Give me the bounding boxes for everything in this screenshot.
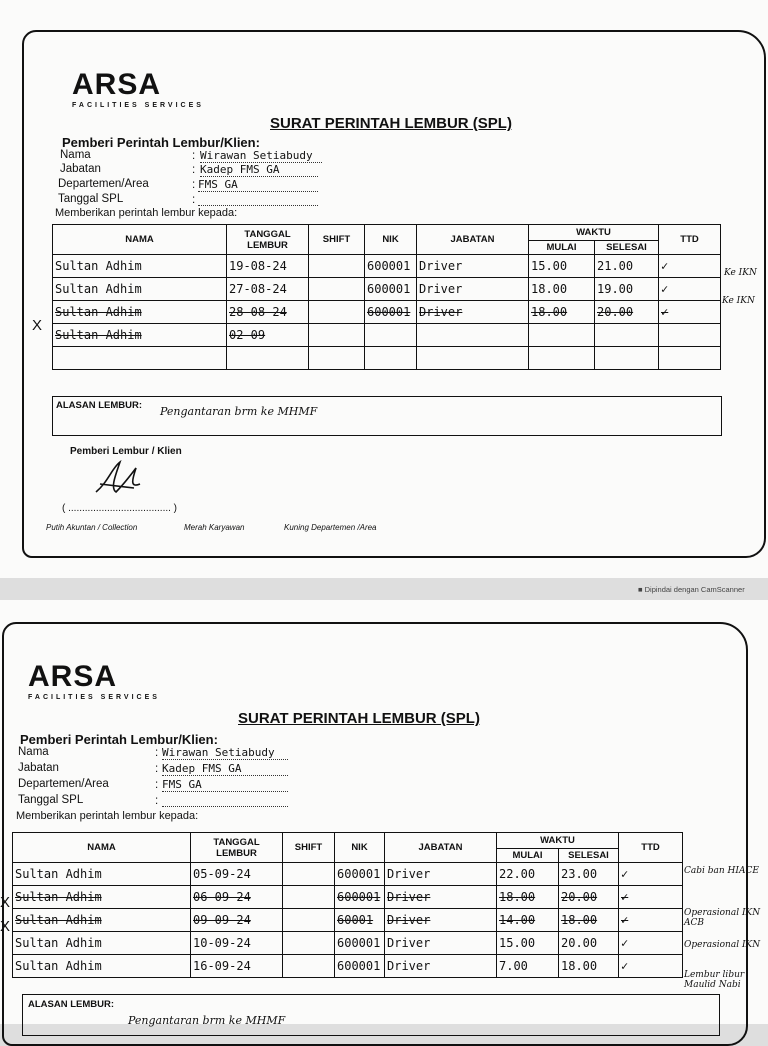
cell-jabatan: Driver bbox=[417, 278, 529, 301]
colon: : bbox=[155, 747, 159, 759]
col-header-jabatan: JABATAN bbox=[385, 833, 497, 863]
cell-nama: Sultan Adhim bbox=[53, 324, 227, 347]
field-label-nama: Nama bbox=[60, 149, 91, 161]
col-header-selesai: SELESAI bbox=[559, 849, 619, 863]
col-header-ttd: TTD bbox=[619, 833, 683, 863]
cell-mulai: 18.00 bbox=[529, 301, 595, 324]
cell-jabatan: Driver bbox=[385, 909, 497, 932]
cell-nik bbox=[365, 347, 417, 370]
cell-jabatan: Driver bbox=[385, 932, 497, 955]
cell-mulai: 18.00 bbox=[497, 886, 559, 909]
signature-image bbox=[90, 458, 150, 498]
colon: : bbox=[192, 179, 196, 191]
signature-label: Pemberi Lembur / Klien bbox=[70, 446, 182, 457]
table-row bbox=[53, 255, 721, 278]
side-note: Lembur libur Maulid Nabi bbox=[684, 970, 745, 990]
side-note: Operasional IKN bbox=[684, 940, 761, 950]
reason-label: ALASAN LEMBUR: bbox=[28, 999, 115, 1010]
cell-shift bbox=[283, 909, 335, 932]
table-row bbox=[13, 955, 683, 978]
cell-shift bbox=[283, 886, 335, 909]
cell-ttd bbox=[659, 324, 721, 347]
scan-page-2 bbox=[0, 600, 768, 1027]
cell-shift bbox=[309, 324, 365, 347]
field-label-departemen: Departemen/Area bbox=[18, 778, 109, 790]
col-header-nama: NAMA bbox=[13, 833, 191, 863]
cell-shift bbox=[309, 255, 365, 278]
col-header-shift: SHIFT bbox=[309, 225, 365, 255]
cell-jabatan: Driver bbox=[385, 955, 497, 978]
cell-selesai: 20.00 bbox=[559, 886, 619, 909]
reason-text: Pengantaran brm ke MHMF bbox=[160, 405, 318, 418]
field-value-tanggal-spl bbox=[198, 193, 318, 206]
field-value-tanggal-spl bbox=[162, 794, 288, 807]
cell-ttd: ✓ bbox=[659, 255, 721, 278]
cell-tanggal bbox=[227, 347, 309, 370]
cell-ttd: ✓ bbox=[619, 863, 683, 886]
field-value-jabatan: Kadep FMS GA bbox=[162, 762, 288, 776]
field-label-tanggal-spl: Tanggal SPL bbox=[58, 193, 124, 205]
cell-tanggal: 28-08-24 bbox=[227, 301, 309, 324]
cell-tanggal: 27-08-24 bbox=[227, 278, 309, 301]
cancel-mark: X bbox=[0, 918, 11, 935]
side-note: Ke IKN bbox=[724, 268, 757, 278]
cell-jabatan bbox=[417, 347, 529, 370]
table-row bbox=[53, 278, 721, 301]
colon: : bbox=[192, 194, 196, 206]
cell-tanggal: 10-09-24 bbox=[191, 932, 283, 955]
cell-tanggal: 05-09-24 bbox=[191, 863, 283, 886]
table-row bbox=[13, 909, 683, 932]
cell-nik: 600001 bbox=[365, 301, 417, 324]
cell-mulai: 15.00 bbox=[529, 255, 595, 278]
table-row bbox=[53, 324, 721, 347]
company-logo bbox=[72, 70, 204, 109]
cell-shift bbox=[309, 278, 365, 301]
overtime-table bbox=[52, 224, 721, 370]
col-header-tanggal: TANGGAL LEMBUR bbox=[191, 833, 283, 863]
cell-nama bbox=[53, 347, 227, 370]
field-label-jabatan: Jabatan bbox=[18, 762, 59, 774]
cell-nama: Sultan Adhim bbox=[13, 863, 191, 886]
overtime-table bbox=[12, 832, 683, 978]
col-header-nik: NIK bbox=[335, 833, 385, 863]
cell-mulai: 15.00 bbox=[497, 932, 559, 955]
cell-nik: 600001 bbox=[365, 255, 417, 278]
cell-mulai bbox=[529, 347, 595, 370]
table-row bbox=[13, 932, 683, 955]
cell-nik: 600001 bbox=[365, 278, 417, 301]
cell-jabatan: Driver bbox=[417, 301, 529, 324]
reason-label: ALASAN LEMBUR: bbox=[56, 400, 143, 411]
cell-nik: 600001 bbox=[335, 932, 385, 955]
reason-box bbox=[22, 994, 720, 1036]
cell-ttd bbox=[659, 347, 721, 370]
assign-text: Memberikan perintah lembur kepada: bbox=[16, 810, 199, 822]
table-row bbox=[53, 301, 721, 324]
cell-shift bbox=[283, 863, 335, 886]
table-row bbox=[13, 886, 683, 909]
cell-ttd: ✓ bbox=[659, 278, 721, 301]
cell-tanggal: 02-09 bbox=[227, 324, 309, 347]
col-header-nama: NAMA bbox=[53, 225, 227, 255]
table-row bbox=[53, 347, 721, 370]
cell-nama: Sultan Adhim bbox=[13, 886, 191, 909]
cell-tanggal: 16-09-24 bbox=[191, 955, 283, 978]
field-value-jabatan: Kadep FMS GA bbox=[200, 163, 318, 177]
col-header-selesai: SELESAI bbox=[595, 241, 659, 255]
logo-name: ARSA bbox=[72, 68, 162, 101]
table-row bbox=[13, 863, 683, 886]
colon: : bbox=[192, 150, 196, 162]
company-logo bbox=[28, 662, 160, 701]
cell-nama: Sultan Adhim bbox=[13, 909, 191, 932]
field-value-departemen: FMS GA bbox=[198, 178, 318, 192]
logo-tagline: FACILITIES SERVICES bbox=[28, 694, 160, 701]
reason-text: Pengantaran brm ke MHMF bbox=[128, 1014, 286, 1027]
logo-name: ARSA bbox=[28, 660, 118, 693]
colon: : bbox=[155, 779, 159, 791]
cell-nama: Sultan Adhim bbox=[53, 278, 227, 301]
cell-nama: Sultan Adhim bbox=[53, 255, 227, 278]
colon: : bbox=[155, 763, 159, 775]
camscanner-watermark: ■ Dipindai dengan CamScanner bbox=[638, 585, 745, 594]
cell-shift bbox=[309, 347, 365, 370]
cell-selesai: 21.00 bbox=[595, 255, 659, 278]
cell-selesai bbox=[595, 324, 659, 347]
side-note: Operasional IKN ACB bbox=[684, 908, 761, 928]
form-title: SURAT PERINTAH LEMBUR (SPL) bbox=[238, 710, 480, 727]
cell-shift bbox=[309, 301, 365, 324]
camscanner-icon: ■ bbox=[638, 585, 643, 594]
cell-jabatan: Driver bbox=[385, 863, 497, 886]
cell-mulai: 7.00 bbox=[497, 955, 559, 978]
cell-ttd: ✓ bbox=[619, 909, 683, 932]
side-note: Cabi ban HIACE bbox=[684, 866, 759, 876]
cell-nik: 600001 bbox=[335, 955, 385, 978]
cell-selesai: 23.00 bbox=[559, 863, 619, 886]
cell-shift bbox=[283, 932, 335, 955]
cell-selesai: 18.00 bbox=[559, 955, 619, 978]
cell-ttd: ✓ bbox=[619, 886, 683, 909]
cell-selesai: 18.00 bbox=[559, 909, 619, 932]
field-label-nama: Nama bbox=[18, 746, 49, 758]
cell-nik: 600001 bbox=[335, 886, 385, 909]
cell-mulai: 18.00 bbox=[529, 278, 595, 301]
cancel-mark: X bbox=[0, 894, 11, 911]
cell-tanggal: 06-09-24 bbox=[191, 886, 283, 909]
colon: : bbox=[155, 795, 159, 807]
cell-nama: Sultan Adhim bbox=[13, 955, 191, 978]
copy-note: Kuning Departemen /Area bbox=[284, 523, 377, 532]
cell-shift bbox=[283, 955, 335, 978]
cell-ttd: ✓ bbox=[659, 301, 721, 324]
field-value-nama: Wirawan Setiabudy bbox=[162, 746, 288, 760]
cell-jabatan: Driver bbox=[417, 255, 529, 278]
col-header-mulai: MULAI bbox=[497, 849, 559, 863]
cell-nama: Sultan Adhim bbox=[13, 932, 191, 955]
field-label-tanggal-spl: Tanggal SPL bbox=[18, 794, 84, 806]
cell-nik: 600001 bbox=[335, 863, 385, 886]
cell-selesai: 20.00 bbox=[559, 932, 619, 955]
cell-nama: Sultan Adhim bbox=[53, 301, 227, 324]
col-header-jabatan: JABATAN bbox=[417, 225, 529, 255]
col-header-ttd: TTD bbox=[659, 225, 721, 255]
field-label-jabatan: Jabatan bbox=[60, 163, 101, 175]
cell-mulai: 14.00 bbox=[497, 909, 559, 932]
signature-line: ( ..................................... ) bbox=[62, 503, 178, 514]
cell-selesai: 20.00 bbox=[595, 301, 659, 324]
cell-ttd: ✓ bbox=[619, 955, 683, 978]
giver-heading: Pemberi Perintah Lembur/Klien: bbox=[62, 135, 260, 150]
side-note: Ke IKN bbox=[722, 296, 755, 306]
colon: : bbox=[192, 164, 196, 176]
assign-text: Memberikan perintah lembur kepada: bbox=[55, 207, 238, 219]
field-value-departemen: FMS GA bbox=[162, 778, 288, 792]
cell-tanggal: 09-09-24 bbox=[191, 909, 283, 932]
copy-note: Merah Karyawan bbox=[184, 523, 245, 532]
cell-nik bbox=[365, 324, 417, 347]
cell-ttd: ✓ bbox=[619, 932, 683, 955]
form-title: SURAT PERINTAH LEMBUR (SPL) bbox=[270, 115, 512, 132]
cell-nik: 60001 bbox=[335, 909, 385, 932]
cell-tanggal: 19-08-24 bbox=[227, 255, 309, 278]
col-header-tanggal: TANGGAL LEMBUR bbox=[227, 225, 309, 255]
cell-selesai bbox=[595, 347, 659, 370]
cell-jabatan bbox=[417, 324, 529, 347]
cell-jabatan: Driver bbox=[385, 886, 497, 909]
col-header-waktu: WAKTU bbox=[529, 225, 659, 241]
giver-heading: Pemberi Perintah Lembur/Klien: bbox=[20, 732, 218, 747]
cancel-mark: X bbox=[32, 317, 43, 334]
field-label-departemen: Departemen/Area bbox=[58, 178, 149, 190]
col-header-mulai: MULAI bbox=[529, 241, 595, 255]
reason-box bbox=[52, 396, 722, 436]
cell-selesai: 19.00 bbox=[595, 278, 659, 301]
field-value-nama: Wirawan Setiabudy bbox=[200, 149, 322, 163]
logo-tagline: FACILITIES SERVICES bbox=[72, 102, 204, 109]
copy-note: Putih Akuntan / Collection bbox=[46, 523, 138, 532]
col-header-nik: NIK bbox=[365, 225, 417, 255]
cell-mulai: 22.00 bbox=[497, 863, 559, 886]
col-header-waktu: WAKTU bbox=[497, 833, 619, 849]
col-header-shift: SHIFT bbox=[283, 833, 335, 863]
cell-mulai bbox=[529, 324, 595, 347]
